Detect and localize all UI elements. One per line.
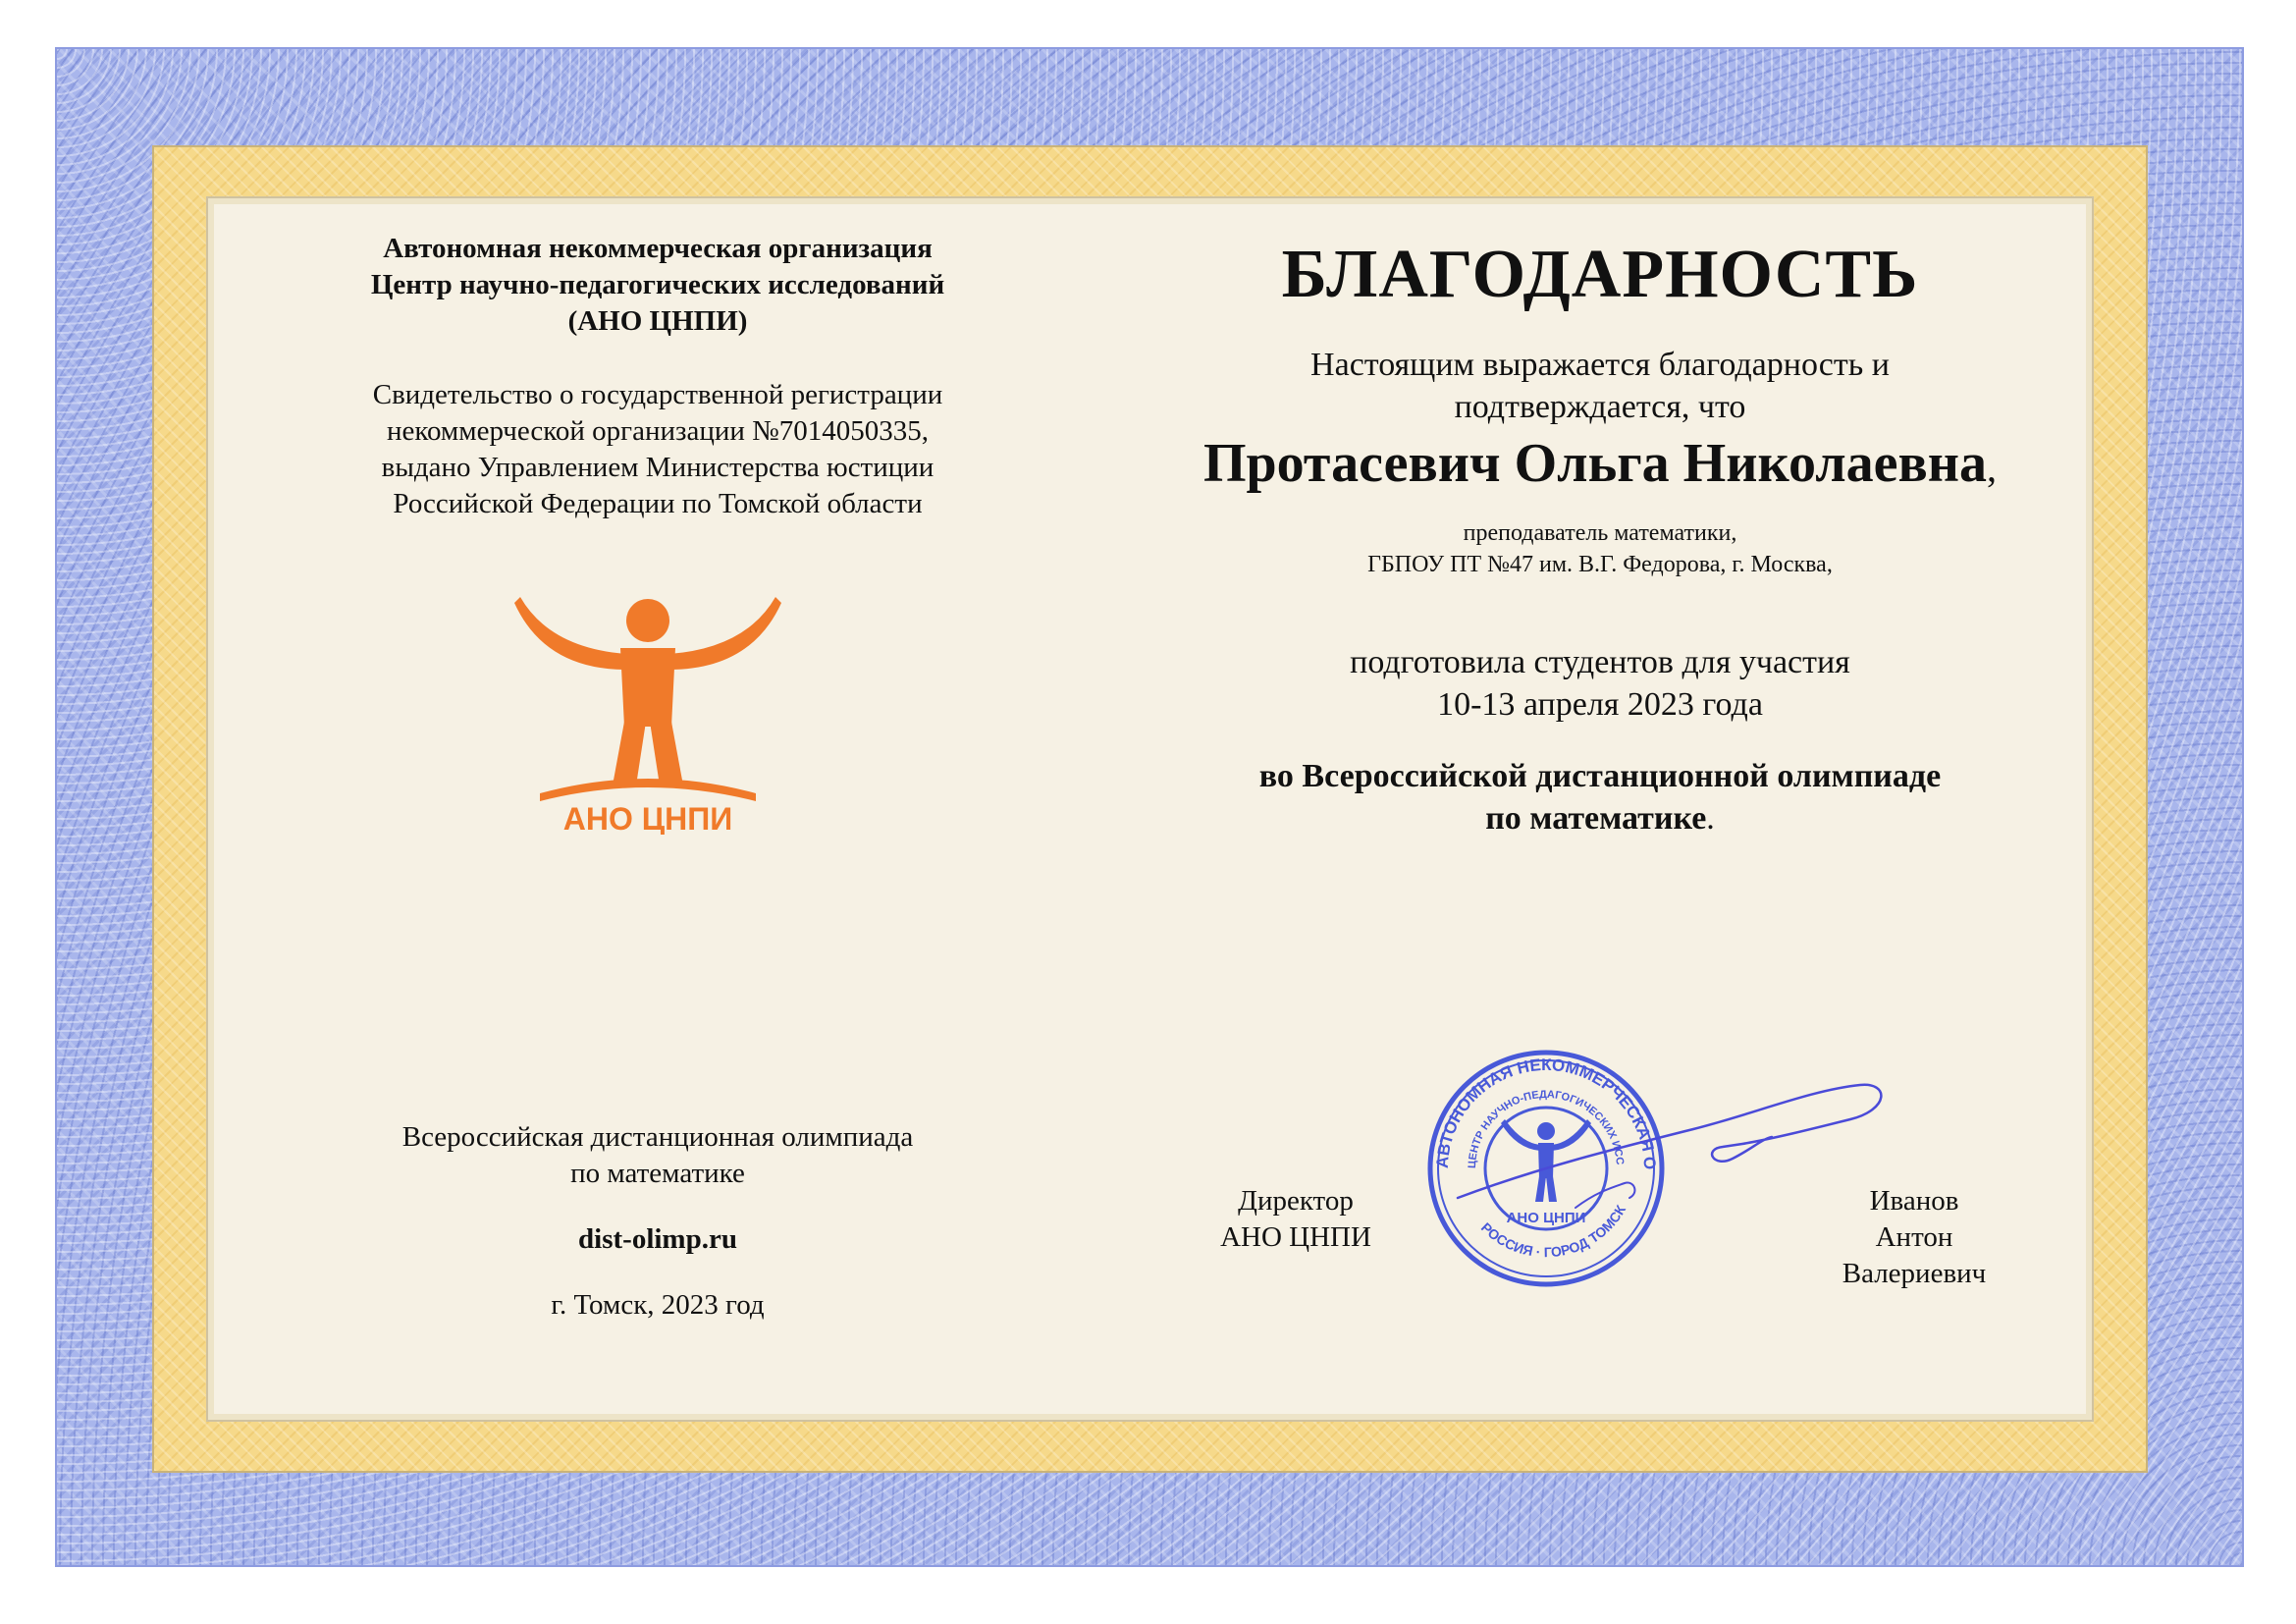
website-text: dist-olimp.ru bbox=[578, 1223, 737, 1255]
position-line: преподаватель математики, bbox=[1463, 520, 1737, 546]
olympiad-name-line: Всероссийская дистанционная олимпиада bbox=[401, 1121, 914, 1153]
org-name-line: Центр научно-педагогических исследований bbox=[370, 269, 945, 300]
event-text bbox=[1139, 755, 2061, 839]
registration-line: Свидетельство о государственной регистрации bbox=[372, 379, 943, 410]
organization-block bbox=[265, 231, 1050, 522]
registration-certificate bbox=[265, 377, 1050, 522]
signer-name-line: Иванов bbox=[1869, 1185, 1959, 1217]
signer-name-line: Валериевич bbox=[1842, 1258, 1987, 1289]
document-title: БЛАГОДАРНОСТЬ bbox=[1281, 237, 1919, 312]
logo-text: АНО ЦНПИ bbox=[562, 801, 733, 835]
prepared-date-line: 10-13 апреля 2023 года bbox=[1437, 686, 1763, 723]
registration-line: выдано Управлением Министерства юстиции bbox=[381, 452, 934, 483]
signer-role-line: АНО ЦНПИ bbox=[1220, 1221, 1371, 1253]
person-logo-icon bbox=[510, 579, 785, 835]
stamp-bottom-text: РОССИЯ · ГОРОД ТОМСК bbox=[1477, 1202, 1629, 1261]
prepared-text bbox=[1139, 641, 2061, 726]
recipient-name bbox=[1139, 432, 2061, 500]
stamp-outer-text: АВТОНОМНАЯ НЕКОММЕРЧЕСКАЯ О bbox=[1432, 1055, 1660, 1170]
event-line bbox=[1139, 797, 2061, 839]
intro-line: Настоящим выражается благодарность и bbox=[1310, 347, 1890, 383]
org-name-line: Автономная некоммерческая организация bbox=[383, 233, 933, 264]
organization-logo bbox=[510, 579, 785, 835]
olympiad-info bbox=[265, 1119, 1050, 1324]
stamp-center-text: АНО ЦНПИ bbox=[1506, 1210, 1586, 1226]
intro-line: подтверждается, что bbox=[1454, 389, 1746, 425]
registration-line: Российской Федерации по Томской области bbox=[393, 488, 923, 519]
recipient-name-text: Протасевич Ольга Николаевна bbox=[1202, 433, 1988, 494]
prepared-line: подготовила студентов для участия bbox=[1350, 644, 1850, 680]
award-block bbox=[1139, 236, 2061, 839]
position-line: ГБПОУ ПТ №47 им. В.Г. Федорова, г. Москва, bbox=[1367, 552, 1833, 577]
signer-role bbox=[1178, 1183, 1414, 1256]
intro-text bbox=[1139, 344, 2061, 428]
city-year-text: г. Томск, 2023 год bbox=[551, 1289, 765, 1321]
signer-name bbox=[1796, 1183, 2032, 1292]
olympiad-name-line: по математике bbox=[570, 1158, 745, 1189]
recipient-position bbox=[1139, 517, 2061, 580]
event-line: во Всероссийской дистанционной олимпиаде bbox=[1258, 758, 1942, 794]
signer-role-line: Директор bbox=[1238, 1185, 1354, 1217]
recipient-punct: , bbox=[1987, 446, 1998, 490]
registration-line: некоммерческой организации №7014050335, bbox=[386, 415, 930, 447]
event-punct: . bbox=[1706, 800, 1715, 837]
stamp-inner-text: ЦЕНТР НАУЧНО-ПЕДАГОГИЧЕСКИХ ИСС bbox=[1466, 1088, 1626, 1169]
signer-name-line: Антон bbox=[1875, 1221, 1953, 1253]
org-abbreviation: (АНО ЦНПИ) bbox=[567, 305, 748, 337]
event-line-text: по математике bbox=[1485, 800, 1707, 837]
